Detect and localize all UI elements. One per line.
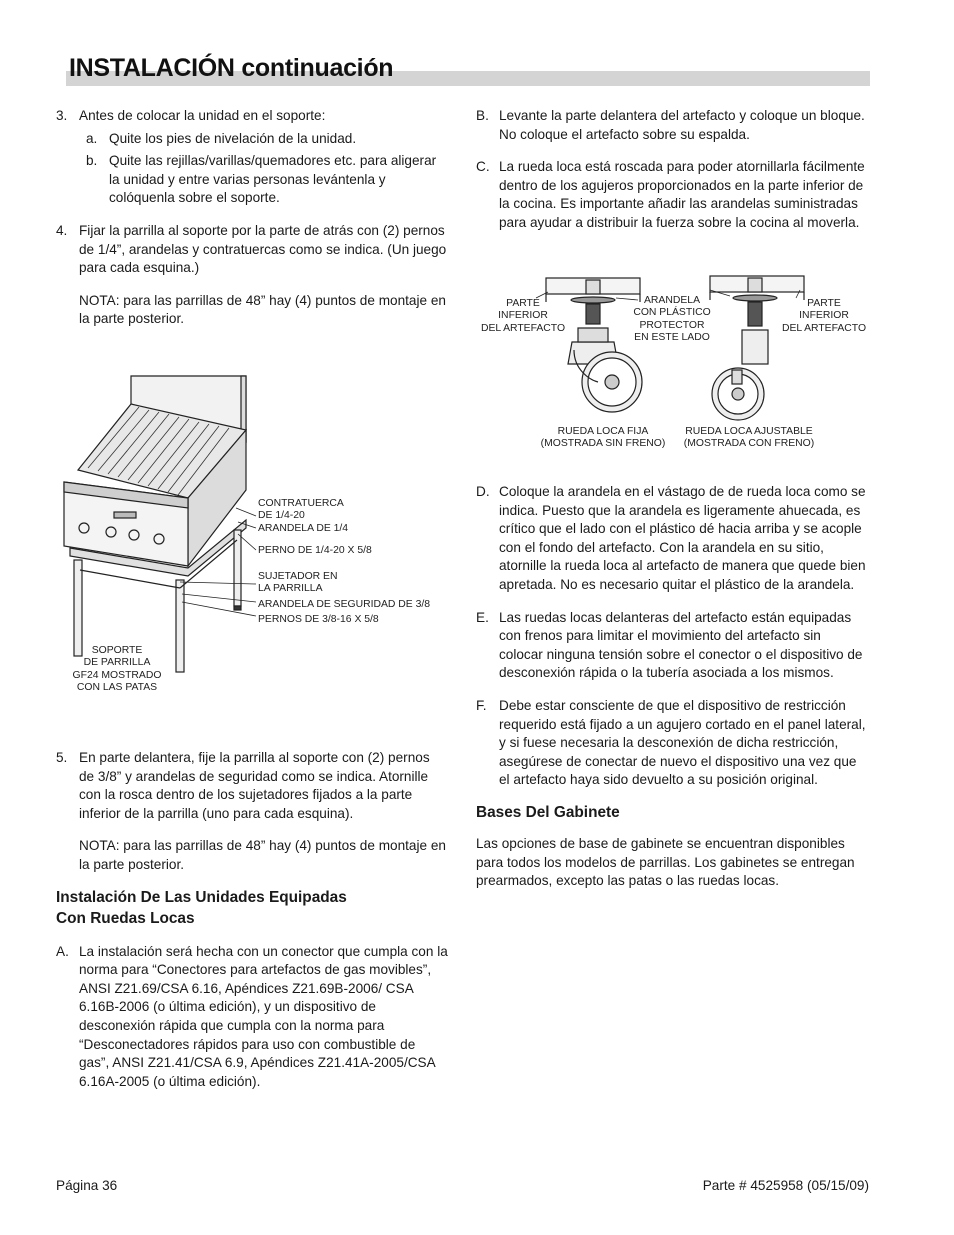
heading-line: Instalación De Las Unidades Equipadas	[56, 888, 347, 906]
step-marker: 4.	[56, 222, 68, 238]
label-line: DE 1/4-20	[258, 510, 305, 522]
substep-marker: b.	[86, 153, 98, 169]
section-heading-ruedas	[56, 887, 448, 929]
label-line: LA PARRILLA	[258, 583, 323, 595]
step-text: Levante la parte delantera del artefacto y coloque un bloque. No coloque el artefacto sobre su espalda.	[499, 108, 865, 142]
griddle-stand-figure	[56, 370, 456, 700]
label-line: EN ESTE LADO	[634, 332, 710, 344]
label-parte-inferior-izq	[478, 298, 568, 335]
label-parte-inferior-der	[778, 298, 870, 335]
step-3	[56, 107, 448, 126]
label-line: DEL ARTEFACTO	[480, 322, 566, 334]
label-line: INFERIOR	[498, 310, 548, 322]
label-line: SUJETADOR EN	[258, 571, 338, 582]
label-line: CON LAS PATAS	[76, 682, 158, 694]
label-arandela-plastico	[628, 295, 716, 345]
step-marker: A.	[56, 943, 69, 959]
step-text: Antes de colocar la unidad en el soporte:	[79, 108, 326, 123]
label-line: DE PARRILLA	[83, 657, 151, 669]
step-text: Debe estar consciente de que el dispositivo de restricción requerido está fijado a un agujero cortado en el panel lateral, y si fuese necesaria la desconexión de dicha restricción, asegúrese de conectar de nuevo el dispositivo una vez que el artefacto haya sido devuelto a su posición original.	[499, 697, 866, 788]
label-perno: PERNO DE 1/4-20 X 5/8	[258, 545, 372, 556]
step-3a	[79, 130, 448, 149]
right-column-lower	[476, 483, 868, 891]
label-line: GF24 MOSTRADO	[72, 669, 162, 681]
label-line: (MOSTRADA CON FRENO)	[683, 438, 815, 450]
step-a	[56, 943, 448, 1092]
step-text: Las ruedas locas delanteras del artefacto están equipadas con frenos para limitar el movimiento del artefacto sin colocar ninguna tensión sobre el conector o el dispositivo de desconexión rápida o la tubería asociada a los mismos.	[499, 609, 863, 681]
label-line: (MOSTRADA SIN FRENO)	[540, 438, 666, 450]
label-contratuerca	[258, 498, 348, 535]
page-title: INSTALACIÓN continuación	[69, 54, 394, 82]
section-heading-gabinete: Bases Del Gabinete	[476, 803, 620, 821]
label-line: RUEDA LOCA FIJA	[557, 426, 649, 437]
left-column	[56, 107, 448, 329]
right-column	[476, 107, 868, 233]
label-arandela-seguridad: ARANDELA DE SEGURIDAD DE 3/8	[258, 599, 431, 610]
left-column-lower	[56, 749, 448, 1091]
step-b	[476, 107, 868, 144]
label-rueda-ajustable	[678, 426, 820, 451]
part-number: Parte # 4525958 (05/15/09)	[702, 1178, 869, 1193]
substep-text: Quite las rejillas/varillas/quemadores etc. para aligerar la unidad y entre varias personas levántenla y colóquenla sobre el soporte.	[109, 153, 437, 206]
label-line: DEL ARTEFACTO	[781, 322, 867, 334]
step-marker: D.	[476, 484, 490, 499]
step-text: La instalación será hecha con un conector que cumpla con la norma para “Conectores para artefactos de gas movibles”, ANSI Z21.69/CSA 6.16, Apéndices Z21.69B-2006/ CSA 6.16B-2006 (o última edición), y un dispositivo de desconexión rápida que cumpla con la norma para “Desconectadores rápidos para uso con combustible de gas”, ANSI Z21.41/CSA 6.9, Apéndices Z21.41A-2005/CSA 6.16A-2005 (o última edición).	[79, 943, 448, 1089]
step-text: La rueda loca está roscada para poder atornillarla fácilmente dentro de los agujeros proporcionados en la parte inferior de la cocina. Es importante añadir las arandelas suministradas para ayudar a distribuir la fuerza sobre la cocina al moverla.	[499, 159, 865, 230]
step-marker: E.	[476, 609, 489, 625]
page-number: Página 36	[56, 1178, 118, 1193]
label-line: ARANDELA	[643, 295, 700, 306]
step-c	[476, 158, 868, 232]
substep-text: Quite los pies de nivelación de la unidad.	[109, 130, 357, 146]
step-marker: B.	[476, 108, 489, 123]
label-line: INFERIOR	[799, 310, 849, 322]
step-marker: F.	[476, 697, 487, 713]
cabinet-text: Las opciones de base de gabinete se encuentran disponibles para todos los modelos de parrillas. Los gabinetes se entregan prearmados, excepto las patas o las ruedas locas.	[476, 835, 855, 889]
step-d	[476, 483, 868, 595]
step-e	[476, 609, 868, 683]
step-text: En parte delantera, fije la parrilla al soporte con (2) pernos de 3/8” y arandelas de seguridad como se indica. Atornille con la rosca dentro de los sujetadores fijados a la parte inferior de la parrilla (uno para cada esquina).	[79, 750, 430, 821]
step-4	[56, 222, 448, 278]
label-line: PARTE	[807, 298, 841, 309]
step-marker: C.	[476, 159, 490, 175]
caster-figure	[478, 270, 872, 460]
label-sujetador	[258, 571, 337, 596]
step-5-note: NOTA: para las parrillas de 48” hay (4) puntos de montaje en la parte posterior.	[79, 838, 446, 872]
heading-line: Con Ruedas Locas	[56, 909, 195, 927]
step-f	[476, 697, 868, 790]
label-line: CONTRATUERCA	[258, 498, 344, 509]
substep-marker: a.	[86, 130, 98, 146]
label-line: RUEDA LOCA AJUSTABLE	[685, 426, 813, 437]
label-line: SOPORTE	[91, 645, 143, 656]
label-line: ARANDELA DE 1/4	[258, 522, 349, 534]
label-pernos-38: PERNOS DE 3/8-16 X 5/8	[258, 614, 379, 625]
label-line: CON PLÁSTICO	[633, 307, 711, 319]
step-4-note: NOTA: para las parrillas de 48” hay (4) puntos de montaje en la parte posterior.	[79, 292, 446, 327]
step-text: Fijar la parrilla al soporte por la parte de atrás con (2) pernos de 1/4”, arandelas y contratuercas como se indica. (Un juego para cada esquina.)	[79, 222, 447, 276]
label-line: PROTECTOR	[639, 319, 705, 331]
label-soporte	[64, 645, 170, 695]
label-rueda-fija	[534, 426, 672, 451]
step-marker: 3.	[56, 108, 68, 123]
label-line: PARTE	[506, 298, 540, 309]
step-marker: 5.	[56, 750, 68, 765]
step-3b	[79, 152, 448, 208]
step-text: Coloque la arandela en el vástago de de rueda loca como se indica. Puesto que la arandela es ligeramente ahuecada, es crítico que el lado con el plástico dé hacia arriba y se acople con el fondo del artefacto. Con la arandela en su sitio, atornille la rueda loca al artefacto de manera que quede bien apretada. No es necesario quitar el plástico de la arandela.	[499, 484, 866, 592]
step-5	[56, 749, 448, 823]
